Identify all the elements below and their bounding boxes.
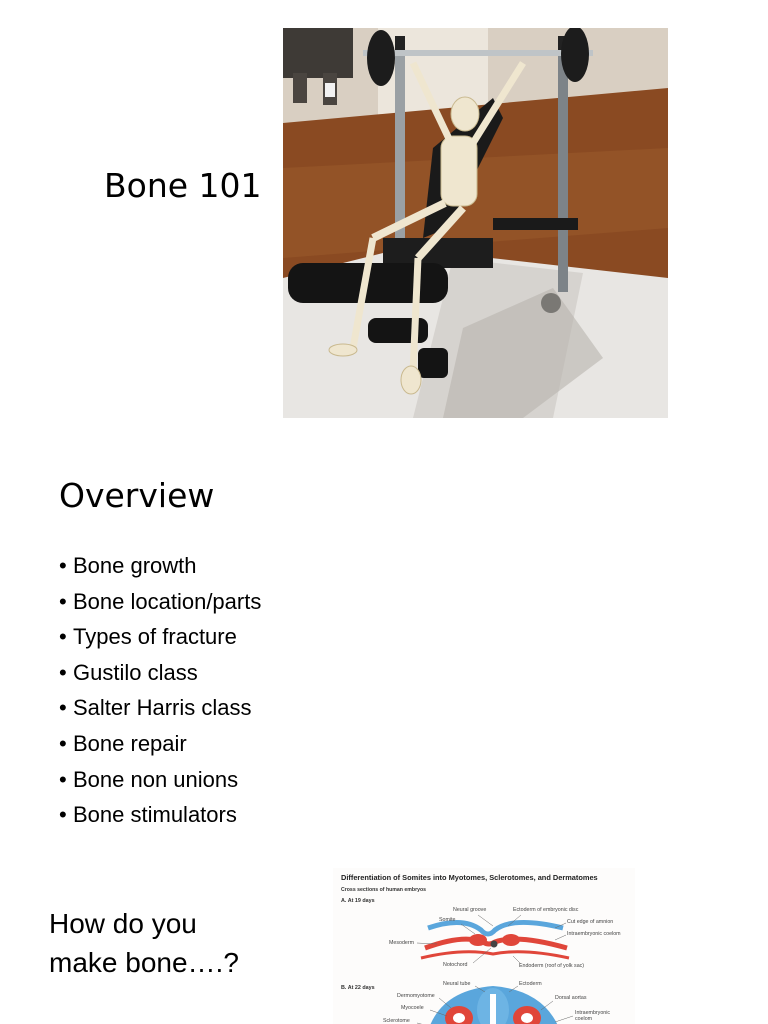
section-a-label: A. At 19 days: [341, 898, 375, 904]
bullet-icon: •: [59, 553, 67, 578]
bullet-icon: •: [59, 624, 67, 650]
bullet-text: Bone growth: [73, 553, 197, 578]
list-item: [59, 726, 261, 762]
bullet-text: Gustilo class: [73, 659, 198, 685]
bullet-icon: •: [59, 588, 67, 614]
bullet-text: Bone non unions: [73, 766, 239, 792]
bullet-icon: •: [59, 695, 67, 721]
label-myocoele: Myocoele: [401, 1005, 424, 1011]
label-somite: Somite: [439, 917, 456, 923]
label-endoderm: Endoderm (roof of yolk sac): [519, 963, 585, 969]
bullet-icon: •: [59, 730, 67, 756]
label-notochord: Notochord: [443, 962, 468, 968]
bullet-text: Bone repair: [73, 730, 187, 756]
embryo-cross-section-diagram: [333, 868, 635, 1024]
label-intraembryonic-coelom: Intraembryonic coelom: [567, 931, 621, 937]
bullet-icon: •: [59, 659, 67, 685]
list-item: [59, 584, 261, 620]
label-intraembryonic: Intraembryonic: [575, 1010, 611, 1016]
bullet-text: Salter Harris class: [73, 695, 252, 721]
label-dorsal-aortas: Dorsal aortas: [555, 995, 587, 1001]
bullet-text: Types of fracture: [73, 624, 237, 650]
list-item: [59, 690, 261, 726]
somite-differentiation-figure: [333, 868, 635, 1024]
slide-title: Bone 101: [104, 166, 262, 205]
title-slide: [0, 0, 768, 440]
bullet-text: Bone location/parts: [73, 588, 262, 614]
list-item: [59, 548, 261, 584]
overview-bullet-list: [59, 548, 261, 833]
list-item: [59, 655, 261, 691]
bullet-icon: •: [59, 766, 67, 792]
bone-formation-slide: [0, 860, 768, 1024]
label-neural-tube: Neural tube: [443, 981, 471, 987]
slide-title: Overview: [59, 476, 215, 515]
skeleton-bench-press-photo: [283, 28, 668, 418]
label-ectoderm: Ectoderm: [519, 981, 542, 987]
list-item: [59, 762, 261, 798]
label-sclerotome: Sclerotome: [383, 1018, 410, 1024]
photo-illustration: [283, 28, 668, 418]
bullet-icon: •: [59, 802, 67, 828]
slide-title: [49, 904, 269, 982]
list-item: [59, 797, 261, 833]
bullet-text: Bone stimulators: [73, 802, 237, 828]
label-cut-edge-amnion: Cut edge of amnion: [567, 919, 614, 925]
title-line-2: make bone….?: [49, 947, 239, 978]
list-item: [59, 619, 261, 655]
figure-subtitle: Cross sections of human embryos: [341, 887, 427, 893]
figure-title: Differentiation of Somites into Myotomes, Sclerotomes, and Dermatomes: [341, 873, 598, 882]
section-b-label: B. At 22 days: [341, 985, 375, 991]
label-coelom: coelom: [575, 1016, 593, 1022]
title-line-1: How do you: [49, 908, 197, 939]
label-ectoderm-disc: Ectoderm of embryonic disc: [513, 907, 579, 913]
label-neural-groove: Neural groove: [453, 907, 487, 913]
label-dermomyotome: Dermomyotome: [397, 993, 435, 999]
overview-slide: [0, 440, 768, 860]
label-mesoderm: Mesoderm: [389, 940, 415, 946]
